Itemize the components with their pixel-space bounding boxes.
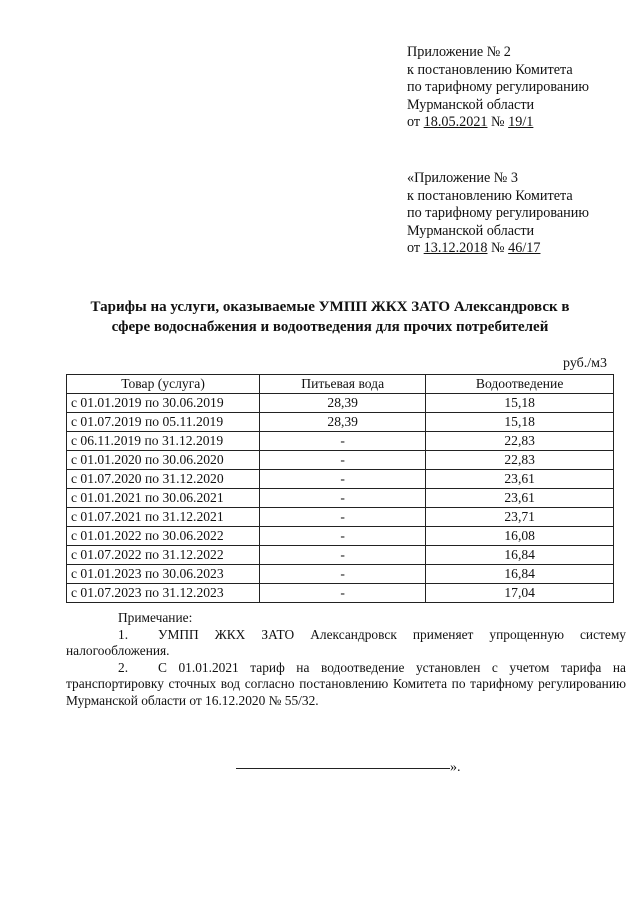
note-number: 1. bbox=[118, 626, 129, 642]
table-row bbox=[67, 508, 614, 527]
drinking-water-cell: - bbox=[260, 451, 426, 470]
column-header-wastewater: Водоотведение bbox=[426, 375, 614, 394]
drinking-water-cell: - bbox=[260, 432, 426, 451]
annex-original-number: 46/17 bbox=[508, 240, 541, 256]
period-cell: с 01.01.2020 по 30.06.2020 bbox=[67, 451, 260, 470]
closing-line bbox=[236, 760, 461, 776]
wastewater-cell: 17,04 bbox=[426, 584, 614, 603]
note-item bbox=[66, 627, 626, 660]
annex-original-line: по тарифному регулированию bbox=[407, 205, 589, 221]
annex-current-date-line bbox=[407, 114, 589, 132]
wastewater-cell: 22,83 bbox=[426, 451, 614, 470]
signature-rule bbox=[236, 768, 450, 769]
table-row bbox=[67, 432, 614, 451]
annex-current-number: 19/1 bbox=[508, 114, 534, 130]
table-header-row bbox=[67, 375, 614, 394]
period-cell: с 01.07.2022 по 31.12.2022 bbox=[67, 546, 260, 565]
annex-current-title: Приложение № 2 bbox=[407, 44, 511, 60]
annex-original-date: 13.12.2018 bbox=[423, 240, 488, 256]
table-row bbox=[67, 394, 614, 413]
annex-current-date: 18.05.2021 bbox=[423, 114, 488, 130]
wastewater-cell: 16,84 bbox=[426, 565, 614, 584]
table-row bbox=[67, 489, 614, 508]
note-item bbox=[66, 660, 626, 710]
annex-current-line: к постановлению Комитета bbox=[407, 61, 573, 78]
closing-quote: ». bbox=[450, 760, 461, 775]
notes-heading: Примечание: bbox=[118, 610, 193, 625]
note-text: С 01.01.2021 тариф на водоотведение установлен с учетом тарифа на транспортировку сточных вод согласно постановлению Комитета по тарифному регулированию Мурманской области от 16.12.2020 № 55/32. bbox=[66, 659, 626, 708]
wastewater-cell: 23,61 bbox=[426, 489, 614, 508]
period-cell: с 01.01.2023 по 30.06.2023 bbox=[67, 565, 260, 584]
unit-label: руб./м3 bbox=[563, 356, 608, 371]
from-label: от bbox=[407, 114, 421, 130]
wastewater-cell: 16,84 bbox=[426, 546, 614, 565]
table-row bbox=[67, 527, 614, 546]
annex-current-block bbox=[407, 44, 589, 132]
table-row bbox=[67, 451, 614, 470]
table-row bbox=[67, 584, 614, 603]
annex-original-title: «Приложение № 3 bbox=[407, 170, 518, 186]
number-label: № bbox=[491, 114, 505, 130]
table-row bbox=[67, 565, 614, 584]
drinking-water-cell: - bbox=[260, 546, 426, 565]
period-cell: с 01.01.2019 по 30.06.2019 bbox=[67, 394, 260, 413]
wastewater-cell: 15,18 bbox=[426, 413, 614, 432]
note-number: 2. bbox=[118, 659, 129, 675]
drinking-water-cell: - bbox=[260, 584, 426, 603]
period-cell: с 01.07.2020 по 31.12.2020 bbox=[67, 470, 260, 489]
annex-original-block bbox=[407, 170, 589, 258]
note-text: УМПП ЖКХ ЗАТО Александровск применяет упрощенную систему налогообложения. bbox=[66, 626, 626, 658]
wastewater-cell: 16,08 bbox=[426, 527, 614, 546]
period-cell: с 01.01.2021 по 30.06.2021 bbox=[67, 489, 260, 508]
period-cell: с 06.11.2019 по 31.12.2019 bbox=[67, 432, 260, 451]
drinking-water-cell: 28,39 bbox=[260, 394, 426, 413]
title-line: Тарифы на услуги, оказываемые УМПП ЖКХ ЗАТО Александровск в bbox=[90, 299, 570, 315]
drinking-water-cell: - bbox=[260, 508, 426, 527]
drinking-water-cell: - bbox=[260, 470, 426, 489]
notes-section bbox=[66, 610, 626, 709]
period-cell: с 01.07.2021 по 31.12.2021 bbox=[67, 508, 260, 527]
title-line: сфере водоснабжения и водоотведения для прочих потребителей bbox=[111, 319, 549, 335]
wastewater-cell: 15,18 bbox=[426, 394, 614, 413]
from-label: от bbox=[407, 240, 421, 256]
drinking-water-cell: - bbox=[260, 489, 426, 508]
annex-original-date-line bbox=[407, 240, 589, 258]
table-row bbox=[67, 546, 614, 565]
annex-current-line: Мурманской области bbox=[407, 96, 535, 113]
annex-original-line: Мурманской области bbox=[407, 222, 535, 239]
column-header-service: Товар (услуга) bbox=[67, 375, 260, 394]
column-header-drinking-water: Питьевая вода bbox=[260, 375, 426, 394]
period-cell: с 01.01.2022 по 30.06.2022 bbox=[67, 527, 260, 546]
table-row bbox=[67, 413, 614, 432]
table-row bbox=[67, 470, 614, 489]
wastewater-cell: 23,61 bbox=[426, 470, 614, 489]
annex-original-line: к постановлению Комитета bbox=[407, 187, 573, 204]
tariff-table bbox=[66, 374, 614, 603]
drinking-water-cell: 28,39 bbox=[260, 413, 426, 432]
period-cell: с 01.07.2019 по 05.11.2019 bbox=[67, 413, 260, 432]
drinking-water-cell: - bbox=[260, 527, 426, 546]
document-title bbox=[60, 297, 600, 337]
period-cell: с 01.07.2023 по 31.12.2023 bbox=[67, 584, 260, 603]
number-label: № bbox=[491, 240, 505, 256]
wastewater-cell: 23,71 bbox=[426, 508, 614, 527]
drinking-water-cell: - bbox=[260, 565, 426, 584]
wastewater-cell: 22,83 bbox=[426, 432, 614, 451]
annex-current-line: по тарифному регулированию bbox=[407, 79, 589, 95]
